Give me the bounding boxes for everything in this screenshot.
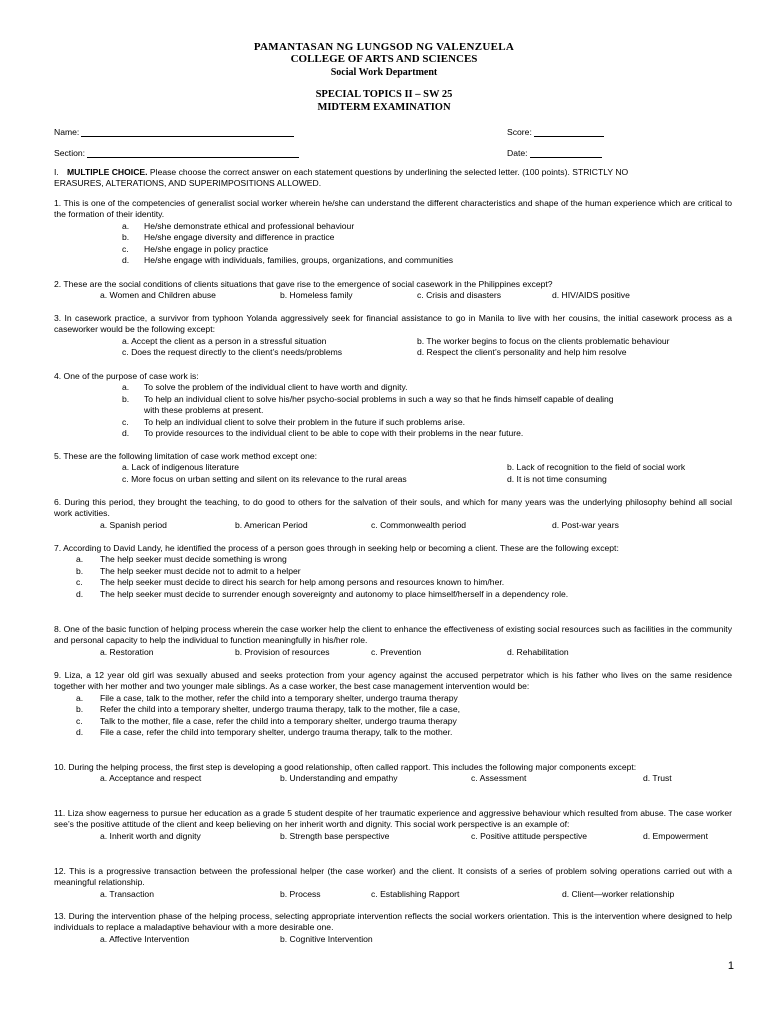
question-7-choice-d[interactable]: The help seeker must decide to surrender enough sovereignty and autonomy to place himself/herself in a dependency role. xyxy=(100,588,569,599)
question-12-text: 12. This is a progressive transaction between the professional helper (the case worker) and the client. It consists of a series of problem solving operations carried out with a meaningful relationship. xyxy=(54,866,732,888)
question-11-choice-b[interactable]: b. Strength base perspective xyxy=(280,830,390,841)
question-7-choice-a[interactable]: The help seeker must decide something is wrong xyxy=(100,554,287,565)
question-3-choice-a[interactable]: a. Accept the client as a person in a stressful situation xyxy=(122,335,327,346)
question-5-text: 5. These are the following limitation of case work method except one: xyxy=(54,451,318,461)
score-field xyxy=(507,127,604,137)
question-1-choice-a[interactable]: He/she demonstrate ethical and professional behaviour xyxy=(144,220,355,231)
question-7 xyxy=(54,543,732,600)
question-10-choice-b[interactable]: b. Understanding and empathy xyxy=(280,773,398,784)
choice-letter: c. xyxy=(76,715,83,726)
question-1-text: 1. This is one of the competencies of generalist social worker wherein he/she can understand the different characteristics and shape of the human experience which are critical to the formation of their identity. xyxy=(54,198,732,220)
question-12 xyxy=(54,866,732,900)
question-2-choice-b[interactable]: b. Homeless family xyxy=(280,290,353,301)
choice-letter: a. xyxy=(122,382,130,393)
instructions-line2: ERASURES, ALTERATIONS, AND SUPERIMPOSITIONS ALLOWED. xyxy=(54,178,322,189)
question-13-text: 13. During the intervention phase of the helping process, selecting appropriate intervention reflects the social workers orientation. This is the intervention where designed to help individuals to replace a maladaptive behaviour with a more desirable one. xyxy=(54,911,732,933)
question-13-choice-b[interactable]: b. Cognitive Intervention xyxy=(280,933,373,944)
instructions xyxy=(54,167,732,190)
question-9-choice-a[interactable]: File a case, talk to the mother, refer the child into a temporary shelter, undergo trauma therapy xyxy=(100,692,458,703)
question-8-text: 8. One of the basic function of helping process wherein the case worker help the client to enhance the effectiveness of existing social resources such as facilities in the community and personal capacity to help the individual to function meaningfully in his/her role. xyxy=(54,624,732,646)
question-10-choice-c[interactable]: c. Assessment xyxy=(471,773,527,784)
question-6 xyxy=(54,497,732,531)
question-3-choice-d[interactable]: d. Respect the client’s personality and help him resolve xyxy=(417,347,627,358)
choice-letter: a. xyxy=(76,692,84,703)
choice-letter: c. xyxy=(122,416,129,427)
question-11-choice-c[interactable]: c. Positive attitude perspective xyxy=(471,830,588,841)
question-2-choice-d[interactable]: d. HIV/AIDS positive xyxy=(552,290,630,301)
question-10-choice-d[interactable]: d. Trust xyxy=(643,773,672,784)
choice-letter: d. xyxy=(122,427,130,438)
choice-letter: d. xyxy=(122,254,130,265)
choice-letter: b. xyxy=(122,393,130,404)
date-field xyxy=(507,148,602,158)
question-9-choice-d[interactable]: File a case, refer the child into temporary shelter, undergo trauma therapy, talk to the mother. xyxy=(100,726,453,737)
question-9 xyxy=(54,670,732,738)
instructions-title: MULTIPLE CHOICE. xyxy=(67,167,148,177)
question-2-choice-a[interactable]: a. Women and Children abuse xyxy=(100,290,216,301)
question-10-text: 10. During the helping process, the first step is developing a good relationship, often called rapport. This includes the following major components except: xyxy=(54,762,637,772)
question-1-choice-b[interactable]: He/she engage diversity and difference in practice xyxy=(144,232,335,243)
choice-letter: b. xyxy=(76,704,84,715)
question-10 xyxy=(54,762,732,785)
question-4-choice-b[interactable]: To help an individual client to solve his/her psycho-social problems in such a way so that he finds himself capable of dealing xyxy=(144,393,614,404)
question-3-choice-c[interactable]: c. Does the request directly to the client’s needs/problems xyxy=(122,347,343,358)
question-7-choice-c[interactable]: The help seeker must decide to direct his search for help among persons and resources known to him/her. xyxy=(100,577,505,588)
date-blank[interactable] xyxy=(530,148,602,158)
question-12-choice-b[interactable]: b. Process xyxy=(280,888,321,899)
question-2-text: 2. These are the social conditions of clients situations that gave rise to the emergence of social casework in the Philippines except? xyxy=(54,279,553,289)
question-10-choice-a[interactable]: a. Acceptance and respect xyxy=(100,773,202,784)
university-name: PAMANTASAN NG LUNGSOD NG VALENZUELA xyxy=(253,41,515,53)
question-4-choice-c[interactable]: To help an individual client to solve their problem in the future if such problems arise. xyxy=(144,416,466,427)
question-6-choice-d[interactable]: d. Post-war years xyxy=(552,519,619,530)
question-3 xyxy=(54,313,732,359)
college-name: COLLEGE OF ARTS AND SCIENCES xyxy=(290,53,478,65)
question-2 xyxy=(54,279,732,302)
question-6-choice-a[interactable]: a. Spanish period xyxy=(100,519,167,530)
question-4-text: 4. One of the purpose of case work is: xyxy=(54,371,199,381)
question-4-choice-b-cont[interactable]: with these problems at present. xyxy=(144,405,264,416)
question-8-choice-c[interactable]: c. Prevention xyxy=(371,646,422,657)
question-1 xyxy=(54,198,732,266)
exam-title: MIDTERM EXAMINATION xyxy=(317,102,451,113)
question-8-choice-b[interactable]: b. Provision of resources xyxy=(235,646,330,657)
question-8 xyxy=(54,624,732,658)
question-5 xyxy=(54,451,732,485)
instructions-numeral: I. xyxy=(54,167,59,177)
question-9-choice-b[interactable]: Refer the child into a temporary shelter, undergo trauma therapy, talk to the mother, file a case, xyxy=(100,704,461,715)
question-7-choice-b[interactable]: The help seeker must decide not to admit to a helper xyxy=(100,565,301,576)
choice-letter: d. xyxy=(76,588,84,599)
question-5-choice-d[interactable]: d. It is not time consuming xyxy=(507,473,607,484)
question-8-choice-a[interactable]: a. Restoration xyxy=(100,646,154,657)
course-title: SPECIAL TOPICS II – SW 25 xyxy=(315,89,453,100)
question-7-text: 7. According to David Landy, he identified the process of a person goes through in seeking help or becoming a client. These are the following except: xyxy=(54,543,619,553)
question-5-choice-b[interactable]: b. Lack of recognition to the field of social work xyxy=(507,462,686,473)
question-2-choice-c[interactable]: c. Crisis and disasters xyxy=(417,290,502,301)
choice-letter: b. xyxy=(76,565,84,576)
question-12-choice-d[interactable]: d. Client—worker relationship xyxy=(562,888,675,899)
question-11-choice-a[interactable]: a. Inherit worth and dignity xyxy=(100,830,201,841)
section-field xyxy=(54,148,299,158)
question-12-choice-c[interactable]: c. Establishing Rapport xyxy=(371,888,460,899)
question-9-choice-c[interactable]: Talk to the mother, file a case, refer the child into a temporary shelter, undergo trauma therapy xyxy=(100,715,457,726)
question-5-choice-c[interactable]: c. More focus on urban setting and silent on its relevance to the rural areas xyxy=(122,473,407,484)
question-12-choice-a[interactable]: a. Transaction xyxy=(100,888,154,899)
question-4 xyxy=(54,371,732,439)
question-13-choice-a[interactable]: a. Affective Intervention xyxy=(100,933,190,944)
choice-letter: c. xyxy=(76,577,83,588)
choice-letter: d. xyxy=(76,726,84,737)
choice-letter: a. xyxy=(122,220,130,231)
page-number: 1 xyxy=(727,960,734,972)
question-9-text: 9. Liza, a 12 year old girl was sexually abused and seeks protection from your agency against the accused perpetrator which is his father who lives on the same residence together with her mother and two younger male siblings. As a case worker, the best case management intervention would be: xyxy=(54,670,732,692)
question-1-choice-c[interactable]: He/she engage in policy practice xyxy=(144,243,269,254)
score-label: Score: xyxy=(507,127,532,137)
question-4-choice-d[interactable]: To provide resources to the individual client to be able to cope with their problems in the near future. xyxy=(144,427,524,438)
section-label: Section: xyxy=(54,148,86,158)
question-5-choice-a[interactable]: a. Lack of indigenous literature xyxy=(122,462,240,473)
name-field xyxy=(54,127,294,137)
score-blank[interactable] xyxy=(534,127,604,137)
question-13 xyxy=(54,911,732,945)
question-11 xyxy=(54,808,732,842)
question-8-choice-d[interactable]: d. Rehabilitation xyxy=(507,646,569,657)
choice-letter: b. xyxy=(122,232,130,243)
question-6-choice-c[interactable]: c. Commonwealth period xyxy=(371,519,467,530)
section-blank[interactable] xyxy=(87,148,299,158)
question-6-text: 6. During this period, they brought the teaching, to do good to others for the salvation of their souls, and which for many years was the underlying philosophy behind all social work activities. xyxy=(54,497,732,519)
choice-letter: a. xyxy=(76,554,84,565)
question-6-choice-b[interactable]: b. American Period xyxy=(235,519,308,530)
date-label: Date: xyxy=(507,148,528,158)
question-3-text: 3. In casework practice, a survivor from typhoon Yolanda aggressively seek for financial assistance to go in Manila to live with her cousins, the initial casework process as a caseworker would be the following except: xyxy=(54,313,732,335)
question-4-choice-a[interactable]: To solve the problem of the individual client to have worth and dignity. xyxy=(144,382,408,393)
name-label: Name: xyxy=(54,127,80,137)
instructions-line1: Please choose the correct answer on each statement questions by underlining the selected letter. (100 points). STRICTLY NO xyxy=(149,167,629,177)
choice-letter: c. xyxy=(122,243,129,254)
question-11-text: 11. Liza show eagerness to pursue her education as a grade 5 student despite of her traumatic experience and aggressive behaviour which resulted from abuse. The case worker see’s the positive attitude of the client and keep believing on her inherit worth and dignity. This social work perspective is an example of: xyxy=(54,808,732,830)
question-1-choice-d[interactable]: He/she engage with individuals, families, groups, organizations, and communities xyxy=(144,254,454,265)
question-3-choice-b[interactable]: b. The worker begins to focus on the clients problematic behaviour xyxy=(417,335,670,346)
department-name: Social Work Department xyxy=(330,67,438,78)
name-blank[interactable] xyxy=(81,127,294,137)
question-11-choice-d[interactable]: d. Empowerment xyxy=(643,830,708,841)
